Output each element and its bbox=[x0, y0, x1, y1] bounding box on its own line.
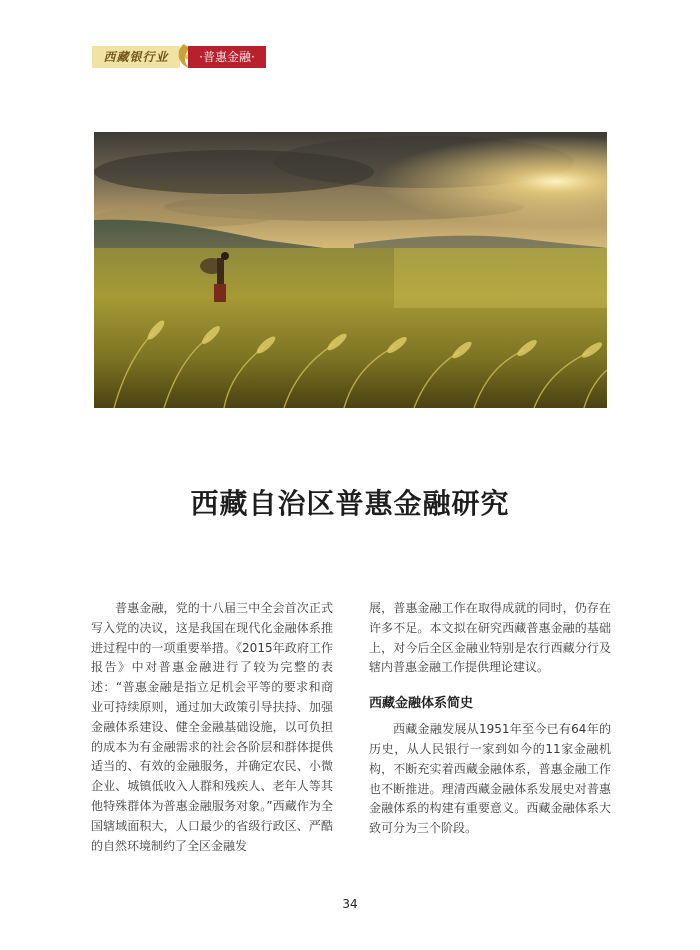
publication-label: 西藏银行业 bbox=[92, 46, 180, 68]
right-column bbox=[369, 599, 611, 839]
section-label: ·普惠金融· bbox=[188, 46, 266, 68]
body-paragraph-continued: 展，普惠金融工作在取得成就的同时，仍存在许多不足。本文拟在研究西藏普惠金融的基础上，对今后全区金融业特别是农行西藏分行及辖内普惠金融工作提供理论建议。 bbox=[369, 601, 611, 675]
wheat-field-photo bbox=[94, 132, 607, 408]
section-heading: 西藏金融体系简史 bbox=[369, 696, 474, 712]
section-paragraph: 西藏金融发展从1951年至今已有64年的历史，从人民银行一家到如今的11家金融机构，不断充实着西藏金融体系，普惠金融工作也不断推进。理清西藏金融体系发展史对普惠金融体系的构建有重要意义。西藏金融体系大致可分为三个阶段。 bbox=[369, 722, 611, 836]
header-section-tag bbox=[92, 46, 272, 68]
article-title: 西藏自治区普惠金融研究 bbox=[190, 487, 510, 520]
page-number: 34 bbox=[342, 897, 358, 911]
left-column bbox=[91, 599, 333, 856]
body-paragraph: 普惠金融，党的十八届三中全会首次正式写入党的决议，这是我国在现代化金融体系推进过程中的一项重要举措。《2015年政府工作报告》中对普惠金融进行了较为完整的表述：“普惠金融是指立足机会平等的要求和商业可持续原则，通过加大政策引导扶持、加强金融体系建设、健全金融基础设施，以可负担的成本为有金融需求的社会各阶层和群体提供适当的、有效的金融服务，并确定农民、小微企业、城镇低收入人群和残疾人、老年人等其他特殊群体为普惠金融服务对象。”西藏作为全国辖域面积大，人口最少的省级行政区、严酷的自然环境制约了全区金融发 bbox=[91, 601, 333, 853]
